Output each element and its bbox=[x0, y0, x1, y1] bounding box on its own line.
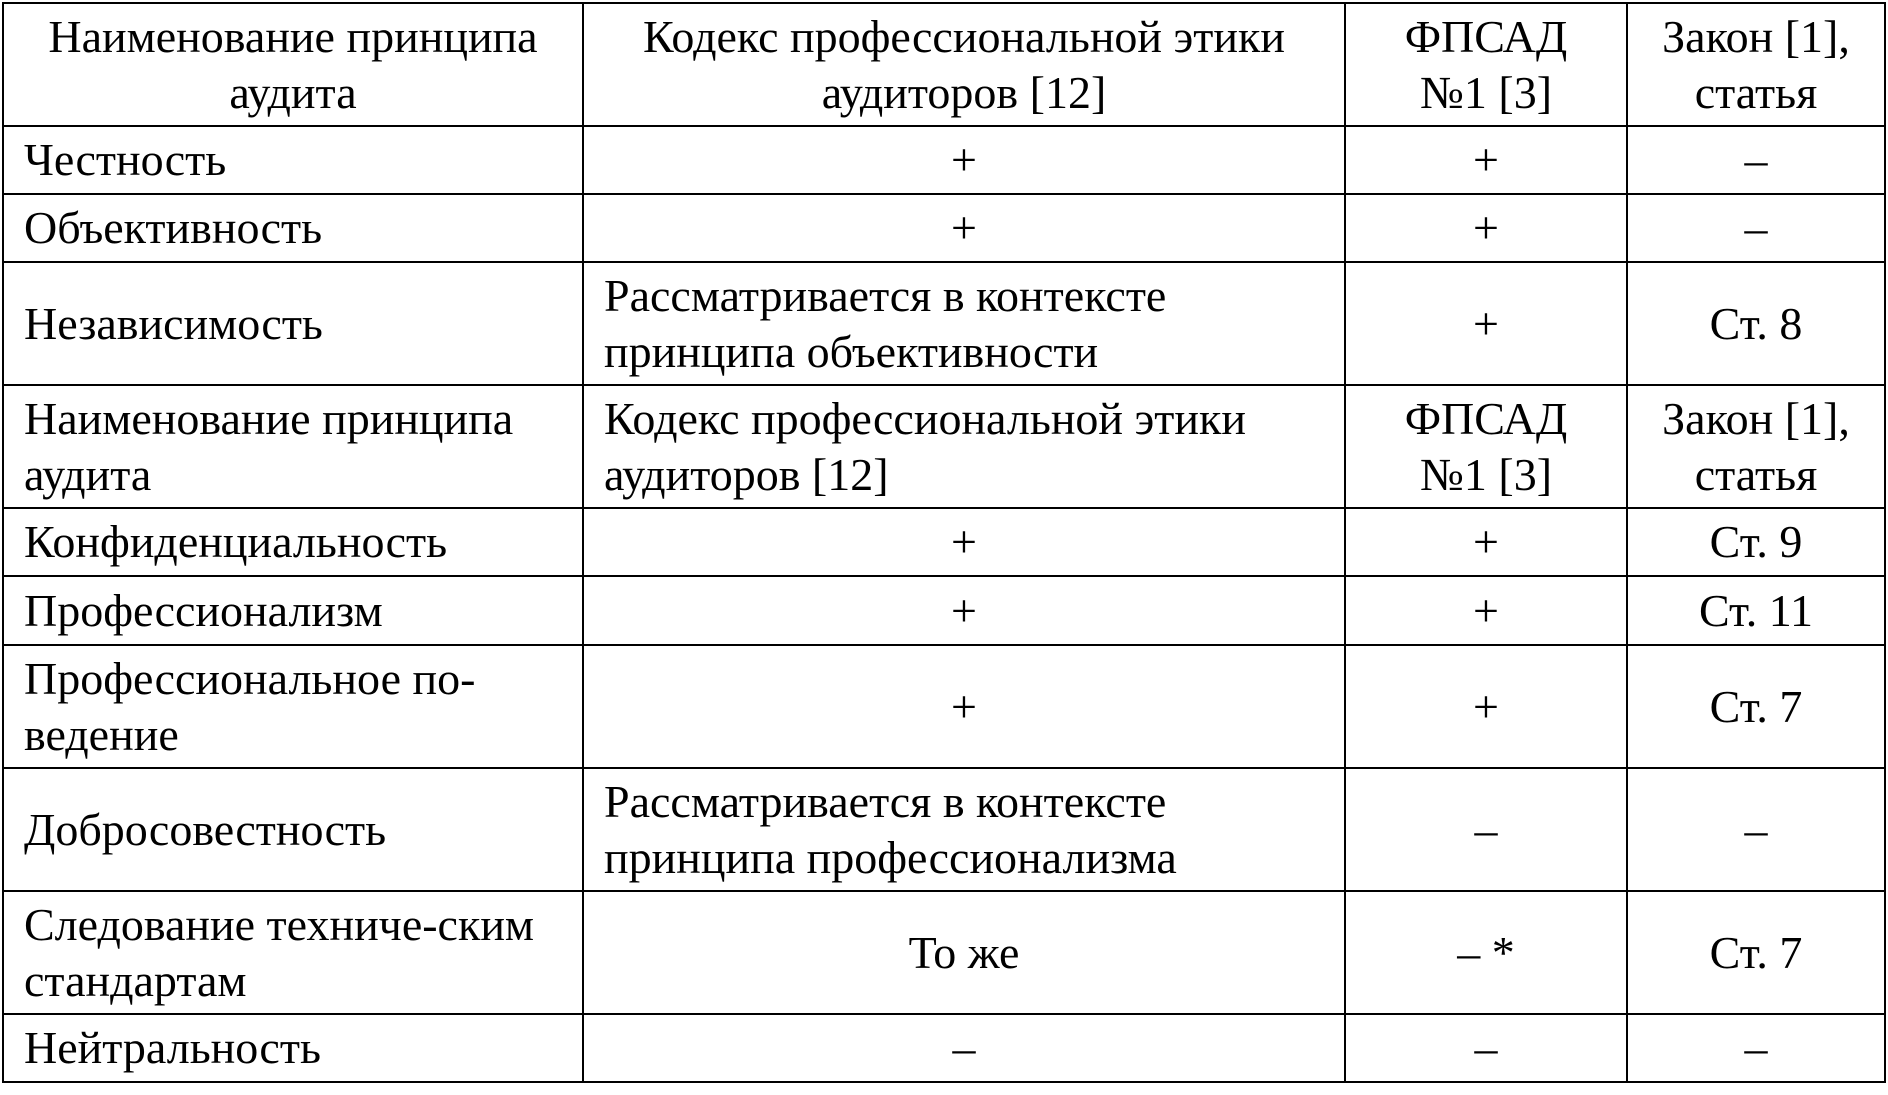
table-row bbox=[3, 576, 1885, 645]
cell-code: То же bbox=[583, 891, 1345, 1014]
cell-code: – bbox=[583, 1014, 1345, 1082]
table-repeated-header-row bbox=[3, 385, 1885, 508]
audit-principles-table bbox=[2, 2, 1886, 1083]
cell-principle: Нейтральность bbox=[3, 1014, 583, 1082]
cell-principle: Добросовестность bbox=[3, 768, 583, 891]
table-row bbox=[3, 891, 1885, 1014]
cell-fpsad: ФПСАД №1 [3] bbox=[1345, 385, 1627, 508]
cell-law: Ст. 11 bbox=[1627, 576, 1885, 645]
table-row bbox=[3, 1014, 1885, 1082]
cell-fpsad: – bbox=[1345, 1014, 1627, 1082]
cell-fpsad: + bbox=[1345, 194, 1627, 262]
cell-principle: Конфиденциальность bbox=[3, 508, 583, 576]
cell-principle: Следование техниче-ским стандартам bbox=[3, 891, 583, 1014]
cell-principle: Профессионализм bbox=[3, 576, 583, 645]
table-header-row bbox=[3, 3, 1885, 126]
cell-law: – bbox=[1627, 126, 1885, 194]
table-row bbox=[3, 194, 1885, 262]
cell-fpsad: + bbox=[1345, 645, 1627, 768]
cell-fpsad: + bbox=[1345, 126, 1627, 194]
cell-fpsad: – bbox=[1345, 768, 1627, 891]
table-row bbox=[3, 645, 1885, 768]
cell-law: Ст. 8 bbox=[1627, 262, 1885, 385]
table-row bbox=[3, 768, 1885, 891]
cell-code: Рассматривается в контексте принципа профессионализма bbox=[583, 768, 1345, 891]
cell-principle: Независимость bbox=[3, 262, 583, 385]
cell-law: – bbox=[1627, 194, 1885, 262]
cell-principle: Наименование принципа аудита bbox=[3, 385, 583, 508]
cell-law: Ст. 7 bbox=[1627, 645, 1885, 768]
cell-code: Кодекс профессиональной этики аудиторов [12] bbox=[583, 385, 1345, 508]
header-law: Закон [1], статья bbox=[1627, 3, 1885, 126]
table-row bbox=[3, 126, 1885, 194]
cell-fpsad: – * bbox=[1345, 891, 1627, 1014]
table-row bbox=[3, 508, 1885, 576]
cell-law: Ст. 9 bbox=[1627, 508, 1885, 576]
cell-fpsad: + bbox=[1345, 262, 1627, 385]
cell-principle: Профессиональное по-ведение bbox=[3, 645, 583, 768]
table-row bbox=[3, 262, 1885, 385]
cell-principle: Объективность bbox=[3, 194, 583, 262]
cell-law: Ст. 7 bbox=[1627, 891, 1885, 1014]
cell-principle: Честность bbox=[3, 126, 583, 194]
cell-code: + bbox=[583, 576, 1345, 645]
cell-fpsad: + bbox=[1345, 576, 1627, 645]
cell-code: + bbox=[583, 645, 1345, 768]
header-ethics-code: Кодекс профессиональной этики аудиторов [12] bbox=[583, 3, 1345, 126]
cell-code: + bbox=[583, 194, 1345, 262]
cell-code: Рассматривается в контексте принципа объективности bbox=[583, 262, 1345, 385]
cell-law: – bbox=[1627, 1014, 1885, 1082]
header-fpsad: ФПСАД №1 [3] bbox=[1345, 3, 1627, 126]
cell-code: + bbox=[583, 508, 1345, 576]
cell-fpsad: + bbox=[1345, 508, 1627, 576]
header-principle: Наименование принципа аудита bbox=[3, 3, 583, 126]
cell-law: Закон [1], статья bbox=[1627, 385, 1885, 508]
cell-law: – bbox=[1627, 768, 1885, 891]
cell-code: + bbox=[583, 126, 1345, 194]
